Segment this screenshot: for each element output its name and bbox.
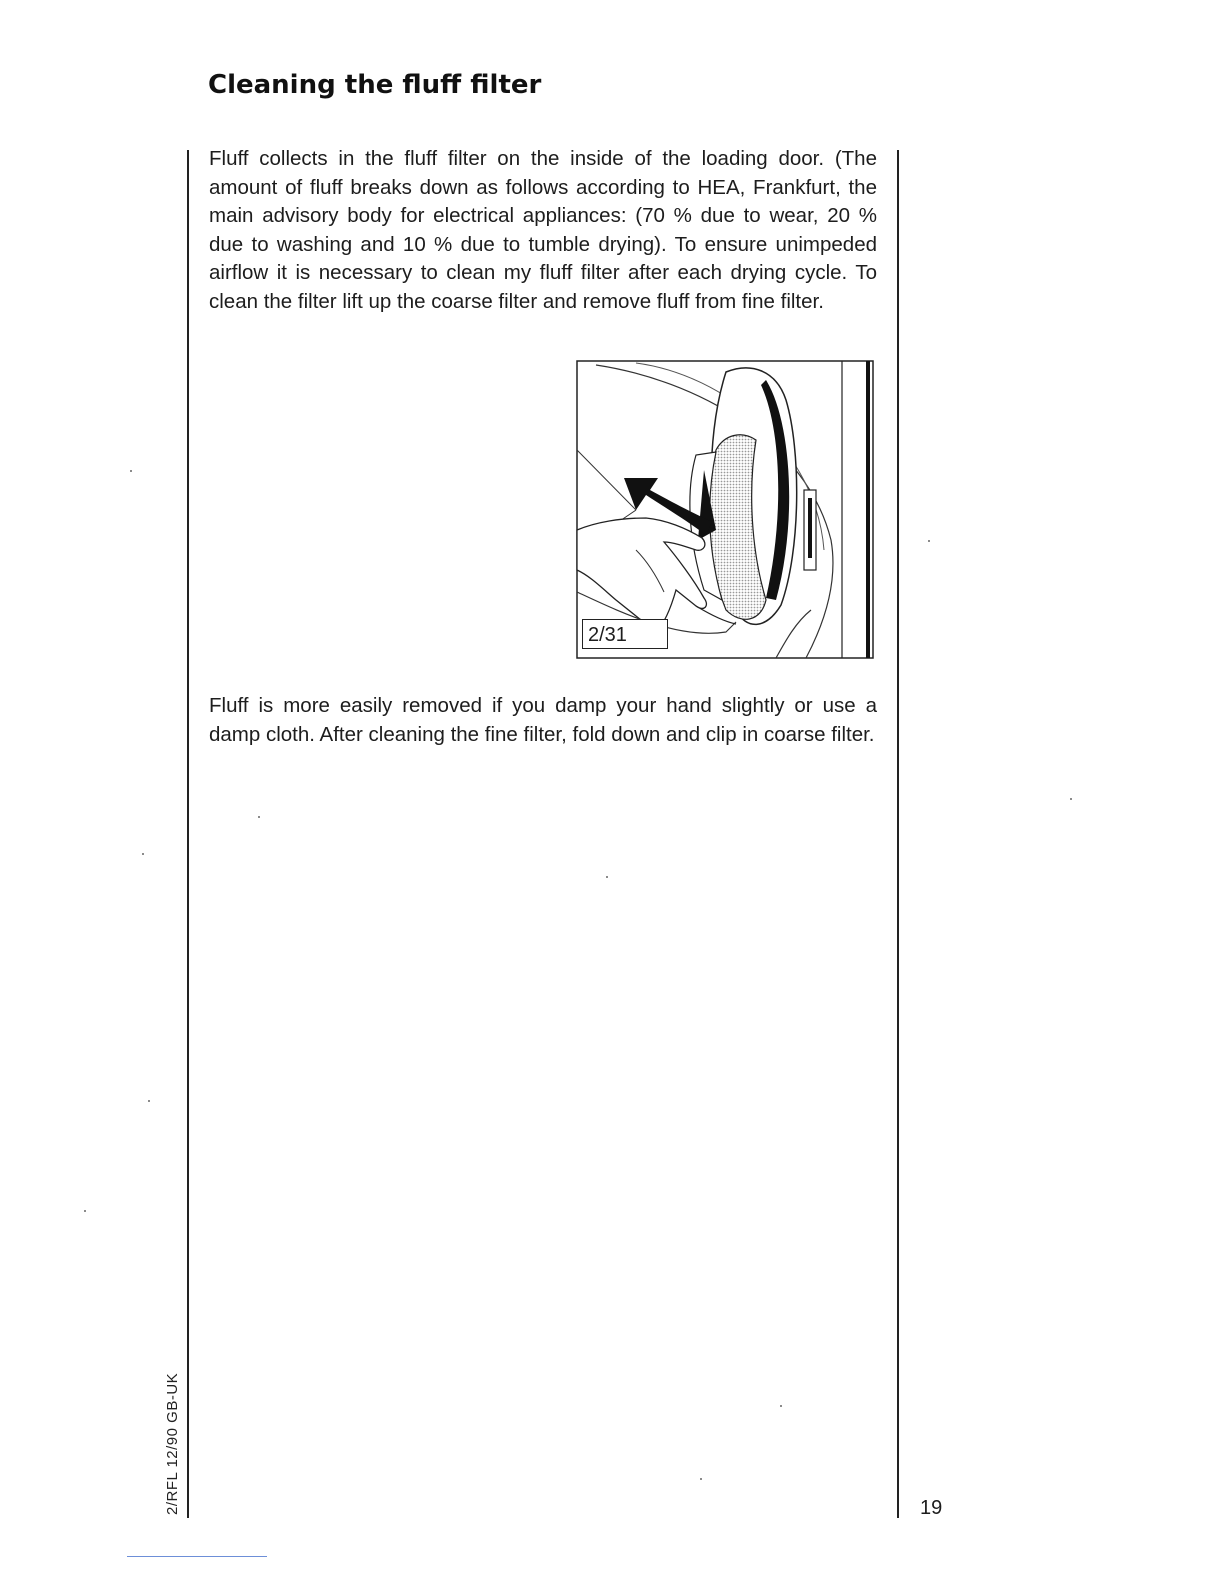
scan-speck <box>148 1100 150 1102</box>
scan-speck <box>1070 798 1072 800</box>
scan-speck <box>142 853 144 855</box>
scan-speck <box>130 470 132 472</box>
scan-speck <box>700 1478 702 1480</box>
scan-edge-line <box>127 1556 267 1557</box>
dryer-door-drawing <box>576 360 874 660</box>
figure-label: 2/31 <box>582 619 668 649</box>
fluff-filter-illustration <box>576 360 874 660</box>
scan-speck <box>84 1210 86 1212</box>
body-paragraph-1: Fluff collects in the fluff filter on the inside of the loading door. (The amount of fluff breaks down as follows according to HEA, Frankfurt, the main advisory body for electrical appliances: (70 % due to wear, 20 % due to washing and 10 % due to tumble drying). To ensure unimpeded airflow it is necessary to clean my fluff filter after each drying cycle. To clean the filter lift up the coarse filter and remove fluff from fine filter. <box>209 147 877 313</box>
page-number: 19 <box>920 1497 943 1519</box>
scan-speck <box>258 816 260 818</box>
scan-speck <box>780 1405 782 1407</box>
left-margin-rule <box>187 150 189 1518</box>
page-title: Cleaning the fluff filter <box>208 70 542 100</box>
document-code: 2/RFL 12/90 GB-UK <box>164 1372 181 1515</box>
scan-speck <box>928 540 930 542</box>
body-paragraph-2: Fluff is more easily removed if you damp your hand slightly or use a damp cloth. After cleaning the fine filter, fold down and clip in coarse filter. <box>209 694 877 746</box>
scan-speck <box>606 876 608 878</box>
right-margin-rule <box>897 150 899 1518</box>
